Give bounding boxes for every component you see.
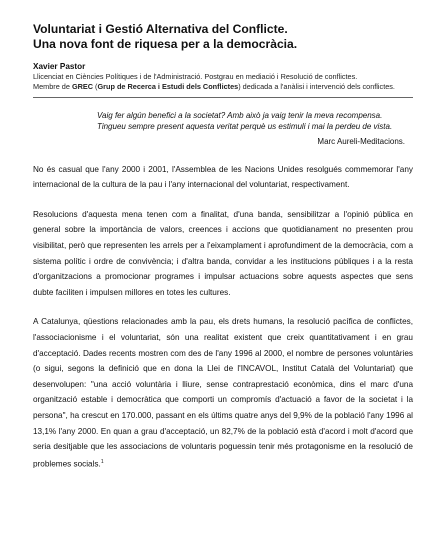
title-line-2: Una nova font de riquesa per a la democràcia. (33, 37, 298, 51)
paragraph-2: Resolucions d'aquesta mena tenen com a finalitat, d'una banda, sensibilitzar a l'opinió pública en general sobre la importància de valors, creences i accions que quotidianament no presenten prou visibilitat, però que representen les arrels per a l'eixamplament i aprofundiment de la democràcia, com a sistema polític i ordre de convivència; i d'altra banda, convidar a les institucions públiques i a la resta d'organitzacions a promocionar programes i impulsar actuacions sobre aquests aspectes que sens dubte faciliten i impulsen millores en totes les cultures. (33, 209, 413, 297)
paragraph-3-text: A Catalunya, qüestions relacionades amb la pau, els drets humans, la resolució pacífica de conflictes, l'associacionisme i el voluntariat, són una realitat existent que creix quantitativament i en grau d'acceptació. Dades recents mostren com des de l'any 1996 al 2000, el nombre de persones voluntàries (o sigui, segons la definició que en dona la Llei de l'INCAVOL, Institut Català del Voluntariat) que desenvolupen: "una acció voluntària i lliure, sense contraprestació econòmica, dins el marc d'una organització estable i democràtica que comporti un compromís d'actuació a favor de la societat i la persona", ha crescut en 170.000, passant en els últims quatre anys del 9,9% de la població l'any 1996 al 13,1% l'any 2000. En quan a grau d'acceptació, un 82,7% de la població està d'acord i molt d'acord que seria desitjable que les associacions de voluntaris poguessin tenir més protagonisme en la resolució de problemes socials. (33, 317, 413, 469)
document-page (33, 22, 413, 472)
bio-suffix: ) dedicada a l'anàlisi i intervenció dels conflictes. (238, 81, 395, 91)
bio-mid: ( (93, 81, 98, 91)
divider (33, 97, 413, 98)
paragraph-1: No és casual que l'any 2000 i 2001, l'Assemblea de les Nacions Unides resolgués commemorar l'any internacional de la cultura de la pau i l'any internacional del voluntariat, respectivament. (33, 164, 413, 190)
footnote-marker: 1 (100, 458, 104, 465)
author-bio (33, 72, 413, 91)
bio-org-acronym: GREC (71, 81, 94, 91)
title-line-1: Voluntariat i Gestió Alternativa del Conflicte. (33, 22, 288, 36)
bio-prefix: Membre de (33, 81, 72, 91)
author-name: Xavier Pastor (33, 62, 86, 71)
epigraph-quote: Vaig fer algún benefici a la societat? Amb això ja vaig tenir la meva recompensa. Tingueu sempre present aquesta veritat perquè us estimuli i mai la perdeu de vista. (97, 111, 393, 131)
paragraph-3 (33, 314, 413, 472)
bio-line-1: Llicenciat en Ciències Polítiques i de l'Administració. Postgrau en mediació i Resolució de conflictes. (33, 72, 358, 81)
bio-org-name: Grup de Recerca i Estudi dels Conflictes (97, 81, 239, 91)
epigraph-author: Marc Aureli-Meditacions. (317, 136, 405, 146)
bio-line-2 (33, 82, 413, 92)
document-title (33, 22, 413, 52)
